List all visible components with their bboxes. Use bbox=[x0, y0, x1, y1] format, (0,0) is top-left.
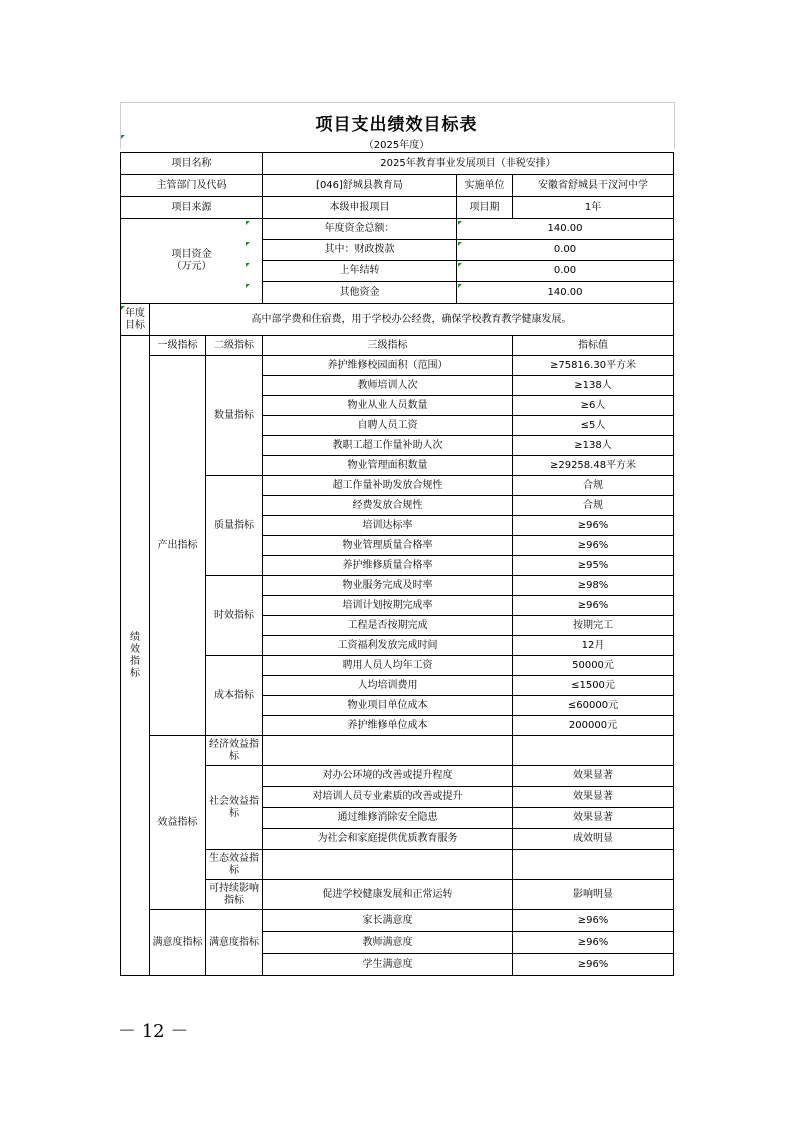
indicator-name: 物业管理质量合格率 bbox=[263, 536, 513, 556]
funds-carryover-value: 0.00 bbox=[457, 261, 674, 282]
period-value: 1年 bbox=[513, 197, 674, 219]
timeliness-label: 时效指标 bbox=[206, 576, 263, 656]
cell-marker bbox=[246, 284, 250, 288]
indicator-value: 成效明显 bbox=[513, 829, 674, 850]
indicator-name: 物业管理面积数量 bbox=[263, 456, 513, 476]
indicator-value: ≥96% bbox=[513, 910, 674, 932]
funds-other-value: 140.00 bbox=[457, 282, 674, 304]
indicator-value: 影响明显 bbox=[513, 880, 674, 910]
funds-fiscal-value: 0.00 bbox=[457, 240, 674, 261]
indicator-value: ≤60000元 bbox=[513, 696, 674, 716]
indicator-name: 教师培训人次 bbox=[263, 376, 513, 396]
funds-total-label: 年度资金总额： bbox=[263, 219, 457, 240]
table-row bbox=[121, 336, 674, 356]
indicator-name: 工程是否按期完成 bbox=[263, 616, 513, 636]
indicator-name: 物业项目单位成本 bbox=[263, 696, 513, 716]
project-name: 2025年教育事业发展项目（非税安排） bbox=[263, 153, 674, 175]
funds-label-line2: （万元） bbox=[171, 261, 212, 272]
social-label: 社会效益指标 bbox=[206, 766, 263, 850]
indicator-name: 促进学校健康发展和正常运转 bbox=[263, 880, 513, 910]
economic-label: 经济效益指标 bbox=[206, 736, 263, 766]
indicator-value: ≥6人 bbox=[513, 396, 674, 416]
satisfaction-label: 满意度指标 bbox=[150, 910, 206, 976]
impl-label: 实施单位 bbox=[457, 175, 513, 197]
source-label: 项目来源 bbox=[121, 197, 263, 219]
table-row bbox=[121, 736, 674, 766]
indicator-name: 教师满意度 bbox=[263, 932, 513, 954]
indicator-value: ≥29258.48平方米 bbox=[513, 456, 674, 476]
funds-carryover-label: 上年结转 bbox=[263, 261, 457, 282]
funds-fiscal-label: 其中：财政拨款 bbox=[263, 240, 457, 261]
indicator-value: ≥96% bbox=[513, 932, 674, 954]
indicator-value: 效果显著 bbox=[513, 766, 674, 787]
indicator-name bbox=[263, 850, 513, 880]
indicator-value: ≥96% bbox=[513, 596, 674, 616]
satisfaction-sub-label: 满意度指标 bbox=[206, 910, 263, 976]
cell-marker bbox=[458, 284, 462, 288]
table-row bbox=[121, 219, 674, 240]
table-row bbox=[121, 910, 674, 932]
funds-label-line1: 项目资金 bbox=[171, 249, 212, 260]
indicator-name: 为社会和家庭提供优质教育服务 bbox=[263, 829, 513, 850]
indicator-name: 对办公环境的改善或提升程度 bbox=[263, 766, 513, 787]
indicator-name: 工资福利发放完成时间 bbox=[263, 636, 513, 656]
indicator-value: 按期完工 bbox=[513, 616, 674, 636]
indicator-name: 学生满意度 bbox=[263, 954, 513, 976]
indicator-name: 对培训人员专业素质的改善或提升 bbox=[263, 787, 513, 808]
table-title: 项目支出绩效目标表 bbox=[315, 115, 478, 135]
header-value: 指标值 bbox=[513, 336, 674, 356]
sustain-label: 可持续影响指标 bbox=[206, 880, 263, 910]
indicator-name: 培训计划按期完成率 bbox=[263, 596, 513, 616]
indicator-value bbox=[513, 736, 674, 766]
indicator-name: 养护维修质量合格率 bbox=[263, 556, 513, 576]
indicator-value: ≥138人 bbox=[513, 436, 674, 456]
quality-label: 质量指标 bbox=[206, 476, 263, 576]
page-number: － 12 － bbox=[118, 1021, 189, 1042]
indicator-name: 超工作量补助发放合规性 bbox=[263, 476, 513, 496]
indicator-value: 12月 bbox=[513, 636, 674, 656]
header-level3: 三级指标 bbox=[263, 336, 513, 356]
indicator-value: 效果显著 bbox=[513, 787, 674, 808]
table-row bbox=[121, 175, 674, 197]
indicator-value: ≥98% bbox=[513, 576, 674, 596]
indicator-name: 养护维修校园面积（范围） bbox=[263, 356, 513, 376]
funds-label bbox=[121, 219, 263, 304]
source-value: 本级申报项目 bbox=[263, 197, 457, 219]
indicator-name: 培训达标率 bbox=[263, 516, 513, 536]
cell-marker bbox=[458, 221, 462, 225]
indicator-value: 50000元 bbox=[513, 656, 674, 676]
period-label: 项目期 bbox=[457, 197, 513, 219]
indicator-value: ≤5人 bbox=[513, 416, 674, 436]
indicator-name: 经费发放合规性 bbox=[263, 496, 513, 516]
indicator-name: 自聘人员工资 bbox=[263, 416, 513, 436]
indicator-value: ≥75816.30平方米 bbox=[513, 356, 674, 376]
indicator-name: 教职工超工作量补助人次 bbox=[263, 436, 513, 456]
indicator-value: ≤1500元 bbox=[513, 676, 674, 696]
project-name-label: 项目名称 bbox=[121, 153, 263, 175]
perf-label: 绩效指标 bbox=[121, 336, 150, 976]
table-year: （2025年度） bbox=[363, 140, 430, 151]
table-row bbox=[121, 197, 674, 219]
benefit-label: 效益指标 bbox=[150, 736, 206, 910]
table-row bbox=[121, 304, 674, 336]
header-level1: 一级指标 bbox=[150, 336, 206, 356]
indicator-value: ≥96% bbox=[513, 516, 674, 536]
cell-marker bbox=[246, 242, 250, 246]
indicator-name: 家长满意度 bbox=[263, 910, 513, 932]
indicator-value: ≥138人 bbox=[513, 376, 674, 396]
output-label: 产出指标 bbox=[150, 356, 206, 736]
funds-total-value: 140.00 bbox=[457, 219, 674, 240]
indicator-name: 物业从业人员数量 bbox=[263, 396, 513, 416]
cost-label: 成本指标 bbox=[206, 656, 263, 736]
header-level2: 二级指标 bbox=[206, 336, 263, 356]
dept-label: 主管部门及代码 bbox=[121, 175, 263, 197]
indicator-value: 200000元 bbox=[513, 716, 674, 736]
funds-other-label: 其他资金 bbox=[263, 282, 457, 304]
table-row bbox=[121, 153, 674, 175]
indicator-name: 聘用人员人均年工资 bbox=[263, 656, 513, 676]
indicator-value: ≥95% bbox=[513, 556, 674, 576]
indicator-value: 合规 bbox=[513, 476, 674, 496]
indicator-value: 合规 bbox=[513, 496, 674, 516]
cell-marker bbox=[246, 221, 250, 225]
indicator-name: 人均培训费用 bbox=[263, 676, 513, 696]
cell-marker bbox=[458, 242, 462, 246]
annual-goal: 高中部学费和住宿费，用于学校办公经费，确保学校教育教学健康发展。 bbox=[150, 304, 674, 336]
indicator-name: 养护维修单位成本 bbox=[263, 716, 513, 736]
cell-marker bbox=[246, 263, 250, 267]
quantity-label: 数量指标 bbox=[206, 356, 263, 476]
indicator-value: ≥96% bbox=[513, 536, 674, 556]
indicator-name: 物业服务完成及时率 bbox=[263, 576, 513, 596]
indicator-name bbox=[263, 736, 513, 766]
dept-value: [046]舒城县教育局 bbox=[263, 175, 457, 197]
performance-table bbox=[120, 152, 674, 976]
indicator-value: ≥96% bbox=[513, 954, 674, 976]
impl-value: 安徽省舒城县干汊河中学 bbox=[513, 175, 674, 197]
annual-goal-label: 年度目标 bbox=[121, 304, 150, 336]
eco-label: 生态效益指标 bbox=[206, 850, 263, 880]
cell-marker bbox=[458, 263, 462, 267]
indicator-value bbox=[513, 850, 674, 880]
table-row bbox=[121, 356, 674, 376]
indicator-name: 通过维修消除安全隐患 bbox=[263, 808, 513, 829]
cell-marker bbox=[121, 306, 125, 310]
indicator-value: 效果显著 bbox=[513, 808, 674, 829]
